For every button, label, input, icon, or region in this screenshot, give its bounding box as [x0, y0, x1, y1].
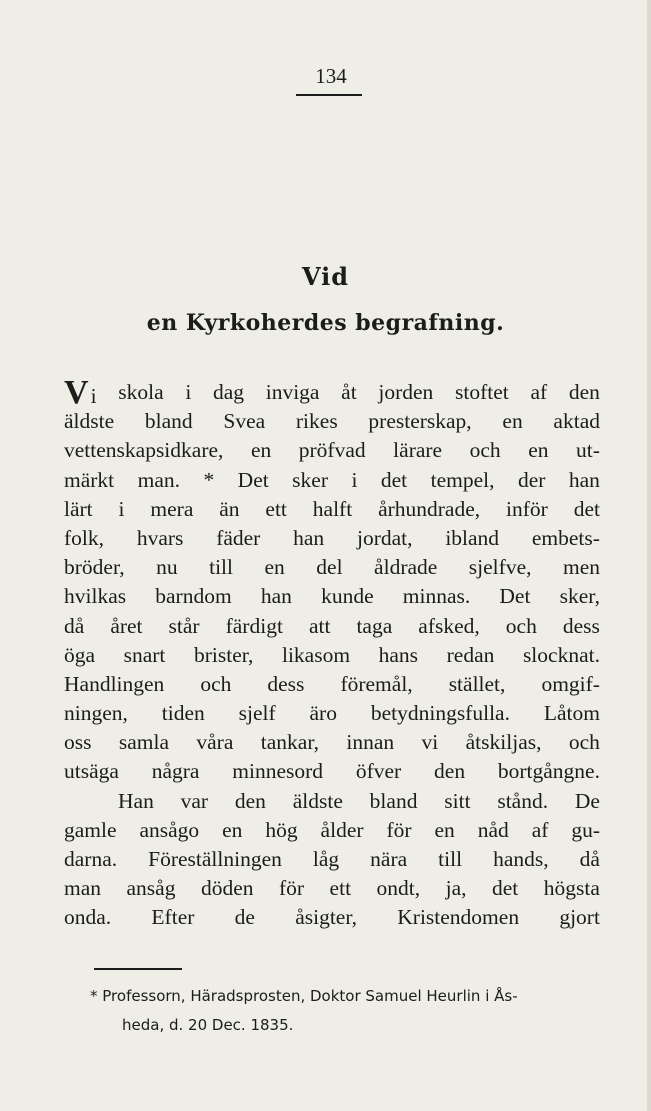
body-word: Handlingen: [64, 671, 165, 696]
body-text: [64, 374, 600, 933]
body-word: öfver: [355, 759, 402, 784]
body-word: minnas.: [402, 584, 471, 609]
title-line-1: Vid: [301, 262, 350, 291]
body-word: presterskap,: [368, 409, 472, 434]
body-word: lärt: [64, 496, 93, 521]
body-word: ja,: [445, 876, 467, 901]
footnote-line-2: heda, d. 20 Dec. 1835.: [122, 1016, 294, 1034]
body-line: [64, 553, 600, 582]
body-word: och: [568, 730, 600, 755]
body-line: [64, 787, 600, 816]
footnote: [90, 982, 604, 1040]
body-word: tempel,: [430, 467, 495, 492]
body-word: ansåg: [126, 876, 176, 901]
body-word: ut-: [576, 438, 600, 463]
body-word: våra: [196, 730, 234, 755]
body-word: den: [568, 380, 600, 404]
body-word: Han: [118, 788, 154, 813]
body-word: man.: [137, 467, 181, 492]
body-word: gjort: [559, 905, 600, 930]
body-word: märkt: [64, 467, 115, 492]
body-word: tiden: [161, 701, 205, 726]
body-word: aktad: [553, 409, 600, 434]
body-word: äldste: [64, 409, 115, 434]
body-word: lärare: [393, 438, 443, 463]
body-word: Svea: [223, 409, 266, 434]
body-word: åldrade: [374, 555, 438, 580]
body-line: [64, 374, 600, 411]
body-word: och: [505, 613, 537, 638]
body-word: till: [438, 847, 463, 871]
body-word: låg: [312, 847, 340, 871]
body-word: åsigter,: [295, 905, 358, 930]
body-word: vettenskapsidkare,: [64, 438, 224, 463]
body-word: föremål,: [340, 671, 413, 696]
body-word: han: [568, 467, 600, 492]
body-word: står: [168, 613, 200, 638]
body-word: och: [200, 671, 232, 696]
body-word: del: [316, 555, 343, 580]
body-word: dag: [212, 380, 245, 404]
body-word: bland: [369, 788, 418, 813]
body-word: afsked,: [418, 613, 480, 638]
body-word: betydningsfulla.: [370, 701, 510, 726]
body-line: [64, 524, 600, 553]
body-word: de: [234, 905, 255, 930]
body-line: [64, 757, 600, 786]
body-word: men: [562, 555, 600, 580]
body-word: äldste: [292, 788, 343, 813]
body-word: i: [185, 380, 192, 404]
body-word: sitt: [444, 788, 471, 813]
body-word: var: [180, 788, 209, 813]
body-word: brister,: [193, 642, 254, 667]
body-word: inför: [506, 496, 548, 521]
body-word: en: [264, 555, 285, 580]
body-word: sjelfve,: [468, 555, 532, 580]
body-word: Vi: [64, 374, 97, 411]
body-word: halft: [312, 496, 353, 521]
body-word: döden: [200, 876, 254, 901]
body-word: för: [278, 876, 305, 901]
body-word: århundrade,: [378, 496, 481, 521]
body-word: ansågo: [139, 817, 200, 842]
footnote-rule: [94, 968, 182, 970]
title-line-2: en Kyrkoherdes begrafning.: [146, 310, 505, 336]
body-word: tankar,: [260, 730, 319, 755]
body-word: jorden: [378, 380, 434, 404]
page-edge: [647, 0, 651, 1111]
body-word: inviga: [265, 380, 320, 404]
body-word: ett: [329, 876, 352, 901]
body-word: till: [209, 555, 234, 580]
body-word: De: [574, 788, 600, 813]
body-line: [64, 874, 600, 903]
body-word: dess: [267, 671, 305, 696]
body-word: stället,: [448, 671, 506, 696]
body-word: en: [434, 817, 455, 842]
body-word: än: [219, 496, 240, 521]
body-word: sjelf: [238, 701, 276, 726]
body-word: han: [260, 584, 292, 609]
body-word: man: [64, 876, 102, 901]
body-word: samla: [118, 730, 170, 755]
body-word: folk,: [64, 525, 105, 550]
body-word: Det: [499, 584, 531, 609]
body-word: ibland: [445, 525, 500, 550]
body-word: gu-: [571, 817, 600, 842]
body-word: skola: [118, 380, 164, 404]
body-word: det: [573, 496, 600, 521]
body-word: gamle: [64, 817, 117, 842]
body-word: hans: [378, 642, 419, 667]
body-word: nåd: [477, 817, 509, 842]
body-word: Låtom: [543, 701, 600, 726]
body-word: öga: [64, 642, 96, 667]
body-word: högsta: [543, 876, 600, 901]
body-word: ålder: [320, 817, 364, 842]
page-number-rule: [296, 94, 362, 96]
body-line: [64, 641, 600, 670]
body-word: Föreställningen: [148, 847, 282, 871]
body-word: för: [386, 817, 412, 842]
body-line: [64, 466, 600, 495]
body-word: den: [234, 788, 266, 813]
body-word: embets-: [531, 525, 600, 550]
body-word: darna.: [64, 847, 118, 871]
drop-cap: V: [64, 374, 89, 411]
body-word: en: [222, 817, 243, 842]
body-word: redan: [446, 642, 495, 667]
body-word: några: [151, 759, 200, 784]
body-word: dess: [562, 613, 600, 638]
body-line: [64, 582, 600, 611]
body-word: Kristendomen: [397, 905, 520, 930]
body-word: *: [203, 467, 215, 492]
body-word: Efter: [151, 905, 195, 930]
body-word: hands,: [493, 847, 549, 871]
body-word: jordat,: [356, 525, 413, 550]
body-word: snart: [123, 642, 166, 667]
body-word: nära: [370, 847, 408, 871]
body-word: pröfvad: [298, 438, 366, 463]
body-word: den: [434, 759, 466, 784]
footnote-line-1: * Professorn, Häradsprosten, Doktor Samuel Heurlin i Ås-: [90, 987, 518, 1005]
body-word: hvars: [136, 525, 184, 550]
body-word: rikes: [295, 409, 338, 434]
body-word: då: [579, 847, 600, 871]
body-line: [64, 612, 600, 641]
body-word: oss: [64, 730, 92, 755]
body-word: då: [64, 613, 85, 638]
body-word: kunde: [321, 584, 374, 609]
body-word: han: [293, 525, 325, 550]
body-word: i: [351, 467, 358, 492]
body-line: [64, 699, 600, 728]
page-number: 134: [315, 64, 347, 88]
body-line: [64, 728, 600, 757]
body-word: hvilkas: [64, 584, 127, 609]
body-word: och: [469, 438, 501, 463]
body-word: en: [502, 409, 523, 434]
body-line: [64, 407, 600, 436]
body-word: mera: [150, 496, 194, 521]
body-word: det: [492, 876, 519, 901]
body-word: Det: [237, 467, 269, 492]
body-word: sker: [292, 467, 328, 492]
body-word: barndom: [155, 584, 232, 609]
body-word: ett: [265, 496, 287, 521]
body-word: af: [530, 380, 548, 404]
body-word: att: [308, 613, 331, 638]
body-word: taga: [356, 613, 393, 638]
body-line: [64, 903, 600, 932]
body-word: minnesord: [232, 759, 324, 784]
body-word: utsäga: [64, 759, 119, 784]
body-word: sker,: [559, 584, 600, 609]
body-word: en: [528, 438, 549, 463]
body-word: ondt,: [376, 876, 421, 901]
body-word: innan: [346, 730, 395, 755]
body-word: bortgångne.: [497, 759, 600, 784]
body-word: omgif-: [541, 671, 600, 696]
body-word: fäder: [216, 525, 261, 550]
body-word: det: [380, 467, 408, 492]
body-word: i: [118, 496, 125, 521]
body-word: likasom: [281, 642, 351, 667]
body-word: af: [531, 817, 549, 842]
body-word: ningen,: [64, 701, 128, 726]
body-word: en: [250, 438, 272, 463]
body-word: åt: [341, 380, 357, 404]
body-line: [64, 816, 600, 845]
body-word: onda.: [64, 905, 112, 930]
body-word: der: [517, 467, 546, 492]
body-line: [64, 845, 600, 874]
body-word: bland: [144, 409, 193, 434]
body-line: [64, 670, 600, 699]
body-line: [64, 436, 600, 465]
body-word: bröder,: [64, 555, 125, 580]
body-word: stoftet: [455, 380, 509, 404]
body-word: åtskiljas,: [465, 730, 542, 755]
body-word: hög: [265, 817, 298, 842]
body-word: året: [110, 613, 143, 638]
body-word: färdigt: [225, 613, 283, 638]
body-word: stånd.: [497, 788, 549, 813]
body-word: nu: [156, 555, 178, 580]
body-word: vi: [421, 730, 439, 755]
body-line: [64, 495, 600, 524]
body-word: äro: [309, 701, 337, 726]
body-word: slocknat.: [522, 642, 600, 667]
